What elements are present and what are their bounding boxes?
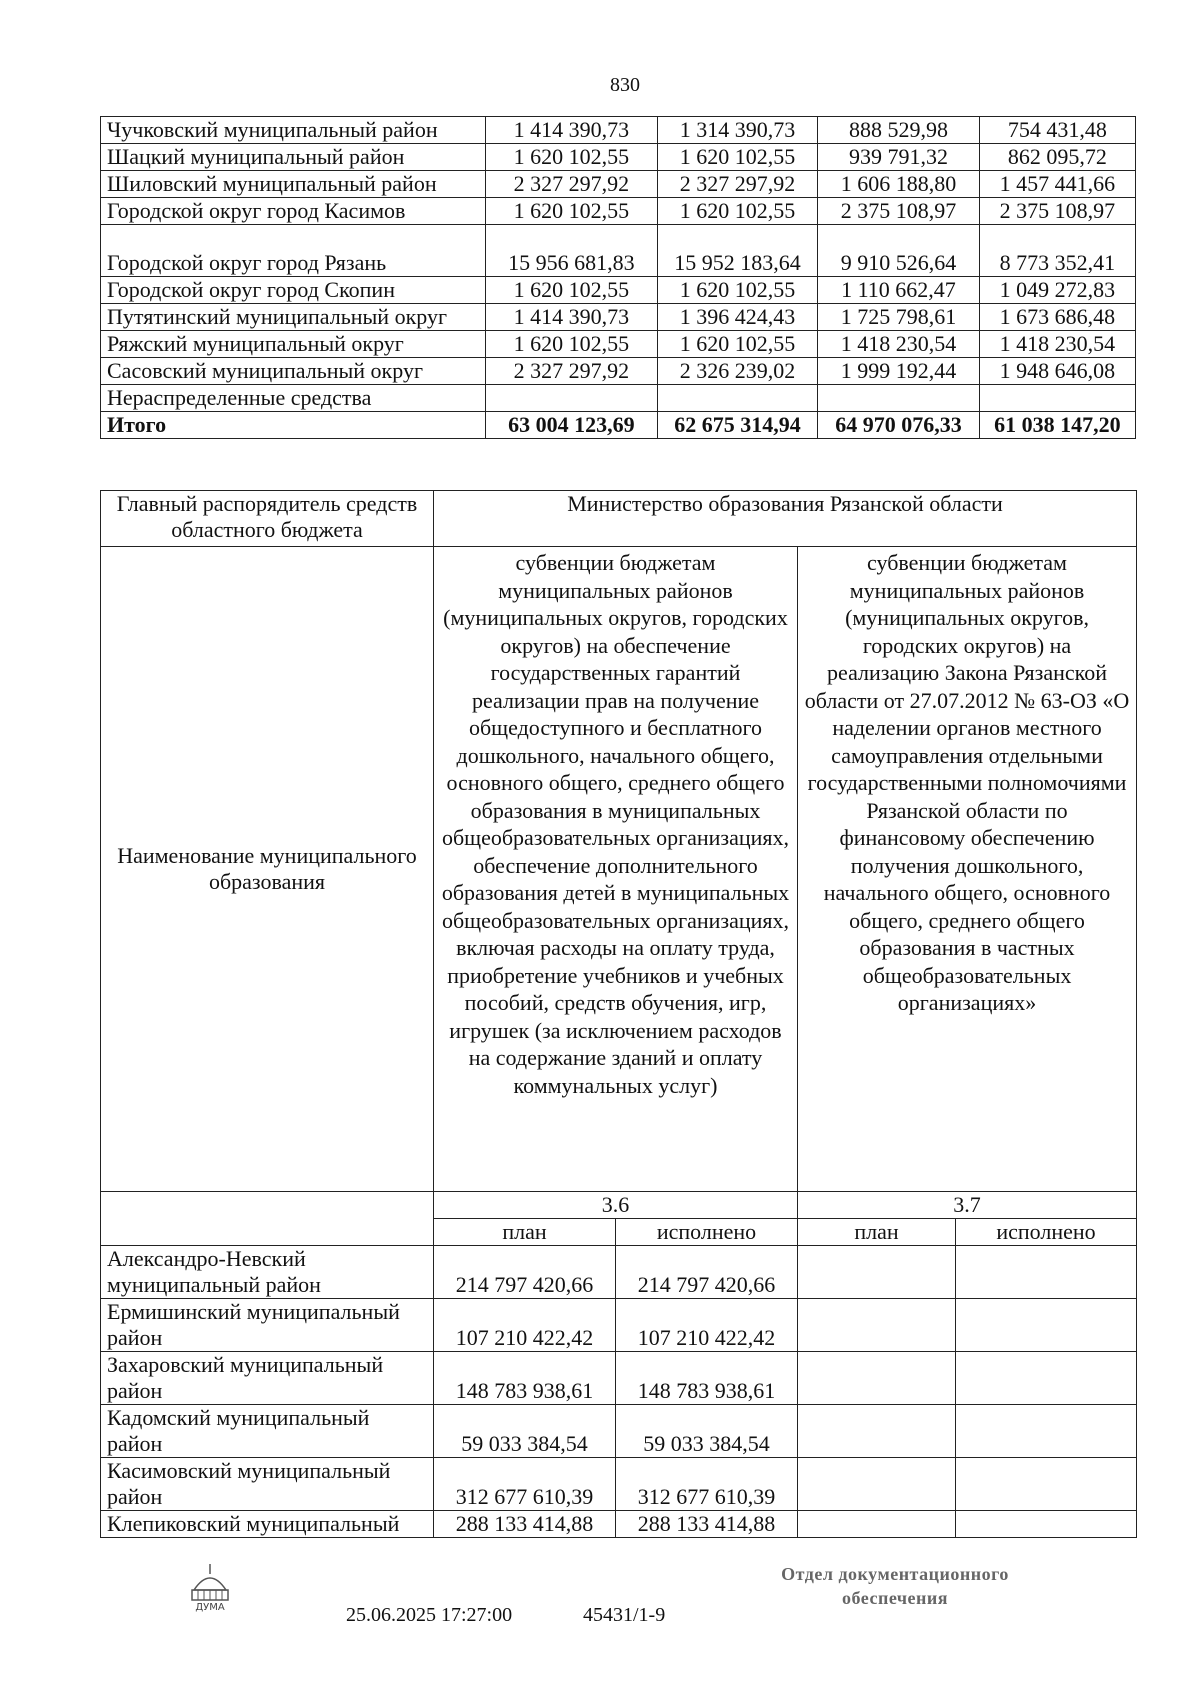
- value-cell: 1 418 230,54: [979, 331, 1135, 358]
- total-row: [101, 412, 1136, 439]
- table-row: [101, 1299, 1137, 1352]
- table-row: [101, 117, 1136, 144]
- value-cell: 288 133 414,88: [616, 1511, 798, 1538]
- value-cell: 1 606 188,80: [818, 171, 979, 198]
- value-cell: 312 677 610,39: [434, 1458, 616, 1511]
- municipality-name: Захаровский муниципальный район: [101, 1352, 434, 1405]
- header-label: Главный распорядитель средств областного бюджета: [101, 491, 434, 547]
- description-3-7: субвенции бюджетам муниципальных районов (муниципальных округов, городских округов) на реализацию Закона Рязанской области от 27.07.2012 № 63-ОЗ «О наделении органов местного самоуправления отдельными государственными полномочиями Рязанской области по финансовому обеспечению получения дошкольного, начального общего, основного общего, среднего общего образования в частных общеобразовательных организациях»: [798, 547, 1137, 1192]
- done-header: исполнено: [956, 1219, 1137, 1246]
- value-cell: [798, 1352, 956, 1405]
- value-cell: 62 675 314,94: [657, 412, 817, 439]
- table-row: [101, 198, 1136, 225]
- municipality-name: Клепиковский муниципальный: [101, 1511, 434, 1538]
- value-cell: 288 133 414,88: [434, 1511, 616, 1538]
- value-cell: 1 620 102,55: [657, 277, 817, 304]
- table-row: [101, 171, 1136, 198]
- table-row: [101, 304, 1136, 331]
- description-3-6: субвенции бюджетам муниципальных районов (муниципальных округов, городских округов) на обеспечение государственных гарантий реализации прав на получение общедоступного и бесплатного дошкольного, начального общего, основного общего, среднего общего образования в муниципальных общеобразовательных организациях, обеспечение дополнительного образования детей в муниципальных общеобразовательных организациях, включая расходы на оплату труда, приобретение учебников и учебных пособий, средств обучения, игр, игрушек (за исключением расходов на содержание зданий и оплату коммунальных услуг): [434, 547, 798, 1192]
- value-cell: 1 049 272,83: [979, 277, 1135, 304]
- page-number: 830: [610, 74, 640, 96]
- empty-header-cell: [101, 1192, 434, 1246]
- value-cell: 1 414 390,73: [486, 304, 658, 331]
- value-cell: [657, 385, 817, 412]
- table-row: [101, 1458, 1137, 1511]
- plan-header: план: [434, 1219, 616, 1246]
- value-cell: 2 327 297,92: [486, 358, 658, 385]
- svg-text:ДУМА: ДУМА: [195, 1602, 225, 1612]
- value-cell: 2 327 297,92: [486, 171, 658, 198]
- plan-header: план: [798, 1219, 956, 1246]
- value-cell: 1 418 230,54: [818, 331, 979, 358]
- value-cell: 312 677 610,39: [616, 1458, 798, 1511]
- row-name: Шиловский муниципальный район: [101, 171, 486, 198]
- value-cell: 63 004 123,69: [486, 412, 658, 439]
- value-cell: 888 529,98: [818, 117, 979, 144]
- value-cell: 1 314 390,73: [657, 117, 817, 144]
- table-row: [101, 144, 1136, 171]
- value-cell: [956, 1352, 1137, 1405]
- row-name: Итого: [101, 412, 486, 439]
- table-row: [101, 225, 1136, 277]
- row-name: Сасовский муниципальный округ: [101, 358, 486, 385]
- value-cell: 1 620 102,55: [486, 144, 658, 171]
- value-cell: 1 999 192,44: [818, 358, 979, 385]
- code-3-7: 3.7: [798, 1192, 1137, 1219]
- row-name: Ряжский муниципальный округ: [101, 331, 486, 358]
- value-cell: [956, 1458, 1137, 1511]
- value-cell: 59 033 384,54: [434, 1405, 616, 1458]
- value-cell: [956, 1299, 1137, 1352]
- value-cell: 1 725 798,61: [818, 304, 979, 331]
- value-cell: [798, 1405, 956, 1458]
- name-label: Наименование муниципального образования: [101, 547, 434, 1192]
- row-name: Нераспределенные средства: [101, 385, 486, 412]
- value-cell: [818, 385, 979, 412]
- municipality-name: Кадомский муниципальный район: [101, 1405, 434, 1458]
- value-cell: [486, 385, 658, 412]
- bottom-table: [100, 490, 1137, 1538]
- value-cell: 1 673 686,48: [979, 304, 1135, 331]
- table-row: [101, 358, 1136, 385]
- row-name: Шацкий муниципальный район: [101, 144, 486, 171]
- value-cell: 1 620 102,55: [486, 331, 658, 358]
- value-cell: [798, 1511, 956, 1538]
- value-cell: 1 110 662,47: [818, 277, 979, 304]
- value-cell: 2 327 297,92: [657, 171, 817, 198]
- value-cell: 862 095,72: [979, 144, 1135, 171]
- value-cell: 1 620 102,55: [657, 331, 817, 358]
- done-header: исполнено: [616, 1219, 798, 1246]
- value-cell: [956, 1511, 1137, 1538]
- value-cell: 1 620 102,55: [657, 198, 817, 225]
- row-name: Чучковский муниципальный район: [101, 117, 486, 144]
- value-cell: 1 620 102,55: [657, 144, 817, 171]
- table-row: [101, 385, 1136, 412]
- value-cell: 61 038 147,20: [979, 412, 1135, 439]
- value-cell: 64 970 076,33: [818, 412, 979, 439]
- value-cell: 148 783 938,61: [434, 1352, 616, 1405]
- duma-logo-icon: [180, 1560, 240, 1612]
- code-3-6: 3.6: [434, 1192, 798, 1219]
- value-cell: 8 773 352,41: [979, 225, 1135, 277]
- value-cell: 148 783 938,61: [616, 1352, 798, 1405]
- value-cell: 15 952 183,64: [657, 225, 817, 277]
- value-cell: 107 210 422,42: [434, 1299, 616, 1352]
- value-cell: 2 326 239,02: [657, 358, 817, 385]
- table-row: [101, 1511, 1137, 1538]
- table-row: [101, 1352, 1137, 1405]
- municipality-name: Касимовский муниципальный район: [101, 1458, 434, 1511]
- ministry-name: Министерство образования Рязанской области: [434, 491, 1137, 547]
- municipality-name: Ермишинский муниципальный район: [101, 1299, 434, 1352]
- table-row: [101, 1405, 1137, 1458]
- value-cell: 1 620 102,55: [486, 277, 658, 304]
- department-stamp: Отдел документационного обеспечения: [781, 1564, 1009, 1608]
- row-name: Городской округ город Касимов: [101, 198, 486, 225]
- value-cell: 1 948 646,08: [979, 358, 1135, 385]
- value-cell: 9 910 526,64: [818, 225, 979, 277]
- value-cell: 1 457 441,66: [979, 171, 1135, 198]
- row-name: Путятинский муниципальный округ: [101, 304, 486, 331]
- value-cell: 1 396 424,43: [657, 304, 817, 331]
- row-name: Городской округ город Скопин: [101, 277, 486, 304]
- table-row: [101, 277, 1136, 304]
- value-cell: [798, 1299, 956, 1352]
- value-cell: 59 033 384,54: [616, 1405, 798, 1458]
- value-cell: [979, 385, 1135, 412]
- municipality-name: Александро-Невский муниципальный район: [101, 1246, 434, 1299]
- value-cell: [956, 1405, 1137, 1458]
- value-cell: 107 210 422,42: [616, 1299, 798, 1352]
- row-name: Городской округ город Рязань: [101, 225, 486, 277]
- value-cell: 15 956 681,83: [486, 225, 658, 277]
- value-cell: 754 431,48: [979, 117, 1135, 144]
- footer-date: 25.06.2025 17:27:00: [346, 1604, 513, 1626]
- value-cell: 1 414 390,73: [486, 117, 658, 144]
- value-cell: 214 797 420,66: [434, 1246, 616, 1299]
- value-cell: [956, 1246, 1137, 1299]
- table-row: [101, 331, 1136, 358]
- table-row: [101, 1246, 1137, 1299]
- top-table: [100, 116, 1136, 439]
- value-cell: 2 375 108,97: [979, 198, 1135, 225]
- value-cell: 2 375 108,97: [818, 198, 979, 225]
- value-cell: [798, 1246, 956, 1299]
- value-cell: 1 620 102,55: [486, 198, 658, 225]
- footer-code: 45431/1-9: [583, 1604, 666, 1626]
- value-cell: [798, 1458, 956, 1511]
- value-cell: 939 791,32: [818, 144, 979, 171]
- value-cell: 214 797 420,66: [616, 1246, 798, 1299]
